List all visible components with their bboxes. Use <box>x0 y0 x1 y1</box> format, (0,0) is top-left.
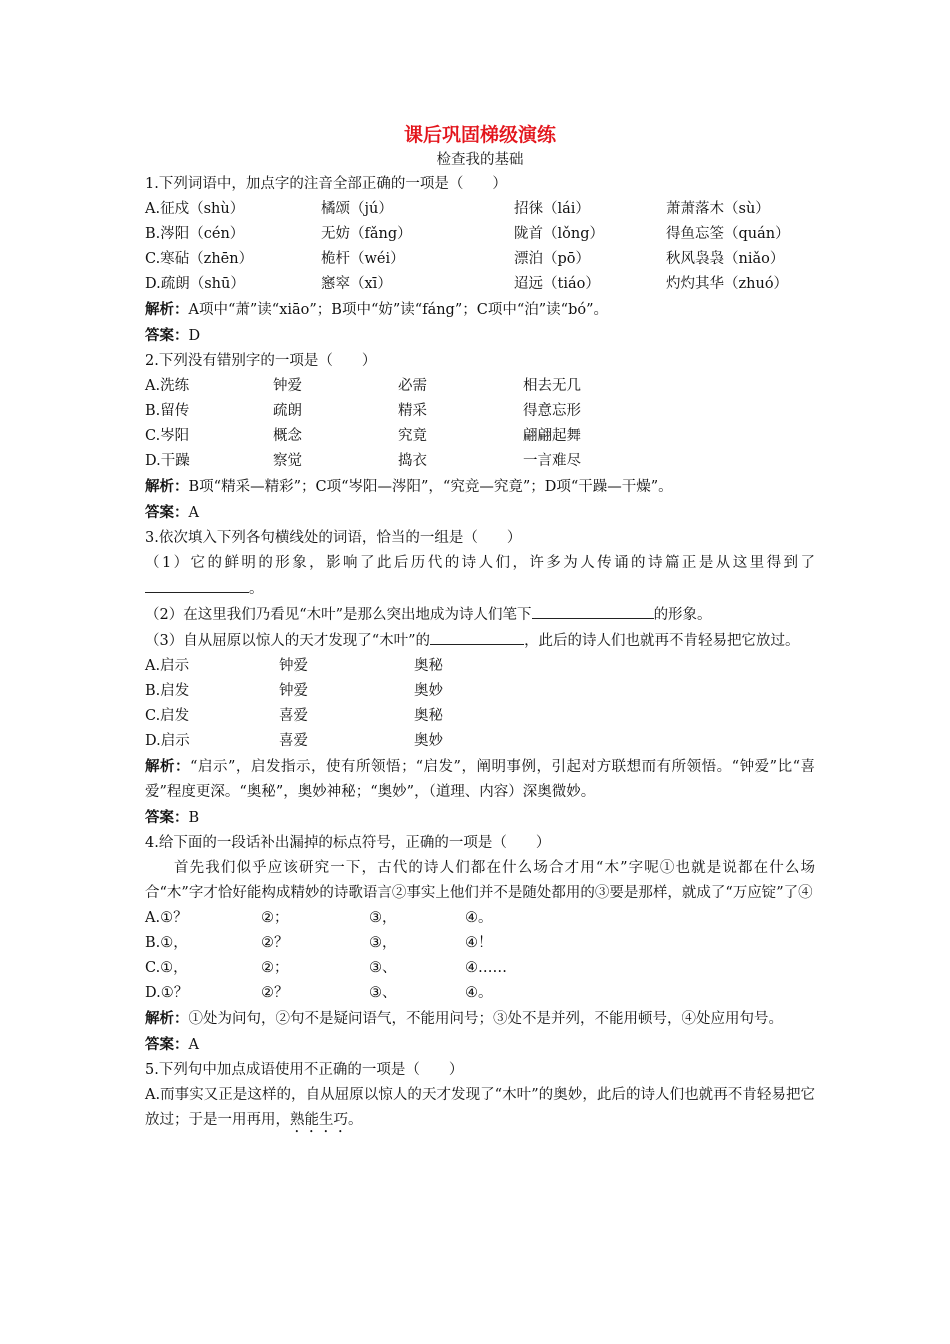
q1-option-a <box>145 197 815 222</box>
option-cell: B.①， <box>145 935 188 951</box>
q3-option-d <box>145 729 815 754</box>
option-cell: 秋风袅袅（niǎo） <box>666 251 785 267</box>
option-cell: 精采 <box>398 403 427 419</box>
option-cell: ③， <box>369 910 397 926</box>
option-cell: A.启示 <box>145 658 190 674</box>
q2-option-c <box>145 424 815 449</box>
option-end: 。 <box>348 1112 363 1128</box>
q2-analysis <box>145 474 815 500</box>
answer-value: B <box>188 810 200 826</box>
option-cell: A.征戍（shù） <box>145 201 245 217</box>
q3-analysis <box>145 754 815 805</box>
option-cell: 喜爱 <box>279 708 308 724</box>
option-cell: 陇首（lǒng） <box>514 226 604 242</box>
option-cell: 奥秘 <box>414 658 443 674</box>
option-cell: 必需 <box>398 378 427 394</box>
q3-option-c <box>145 704 815 729</box>
option-cell: B.涔阳（cén） <box>145 226 245 242</box>
option-cell: 奥妙 <box>414 733 443 749</box>
analysis-text: ①处为问句，②句不是疑问语气，不能用问号；③处不是并列，不能用顿号，④处应用句号。 <box>188 1011 783 1027</box>
answer-value: A <box>188 505 199 521</box>
option-cell: 相去无几 <box>523 378 581 394</box>
q3-option-b <box>145 679 815 704</box>
analysis-label: 解析： <box>145 478 189 495</box>
analysis-label: 解析： <box>145 1010 189 1027</box>
option-cell: D.疏朗（shū） <box>145 276 245 292</box>
analysis-label: 解析： <box>145 758 191 775</box>
answer-value: D <box>188 328 201 344</box>
option-cell: 一言难尽 <box>523 453 581 469</box>
q3-option-a <box>145 654 815 679</box>
option-cell: 招徕（lái） <box>514 201 590 217</box>
option-cell: D.干躁 <box>145 453 190 469</box>
q1-option-d <box>145 272 815 297</box>
analysis-text: “启示”，启发指示，使有所领悟；“启发”，阐明事例，引起对方联想而有所领悟。“钟爱”比“喜爱”程度更深。“奥秘”，奥妙神秘；“奥妙”，（道理、内容）深奥微妙。 <box>145 759 816 800</box>
q2-answer <box>145 500 815 526</box>
answer-blank[interactable] <box>145 576 249 593</box>
answer-blank[interactable] <box>430 628 524 645</box>
option-cell: ③、 <box>369 985 397 1001</box>
option-cell: 察觉 <box>273 453 302 469</box>
option-cell: D.①？ <box>145 985 189 1001</box>
option-cell: ④。 <box>465 985 493 1001</box>
option-cell: B.留传 <box>145 403 190 419</box>
answer-label: 答案： <box>145 1036 189 1053</box>
q4-option-b <box>145 931 815 956</box>
q4-stem: 4.给下面的一段话补出漏掉的标点符号，正确的一项是（ ） <box>145 835 551 851</box>
option-cell: 捣衣 <box>398 453 427 469</box>
sentence-text: （2）在这里我们乃看见“木叶”是那么突出地成为诗人们笔下 <box>145 607 532 623</box>
option-cell: A.洗练 <box>145 378 190 394</box>
sentence-text: ，此后的诗人们也就再不肯轻易把它放过。 <box>524 633 800 649</box>
sentence-text: 的形象。 <box>653 607 712 623</box>
option-cell: 迢远（tiáo） <box>514 276 600 292</box>
q1-option-c <box>145 247 815 272</box>
q1-stem: 1.下列词语中，加点字的注音全部正确的一项是（ ） <box>145 176 507 192</box>
option-cell: 钟爱 <box>279 683 308 699</box>
q3-sentence-1 <box>145 551 815 602</box>
option-cell: 概念 <box>273 428 302 444</box>
option-cell: 灼灼其华（zhuó） <box>666 276 789 292</box>
option-cell: 橘颂（jú） <box>321 201 393 217</box>
option-cell: 漂泊（pō） <box>514 251 591 267</box>
option-cell: 钟爱 <box>279 658 308 674</box>
q4-answer <box>145 1032 815 1058</box>
option-cell: 喜爱 <box>279 733 308 749</box>
sentence-text: （1）它的鲜明的形象，影响了此后历代的诗人们，许多为人传诵的诗篇正是从这里得到了 <box>145 555 815 571</box>
q1-answer <box>145 323 815 349</box>
option-cell: 窸窣（xī） <box>321 276 392 292</box>
q4-option-a <box>145 906 815 931</box>
document-page <box>145 122 815 1136</box>
answer-blank[interactable] <box>532 602 654 619</box>
option-cell: ②； <box>261 910 289 926</box>
option-cell: 奥秘 <box>414 708 443 724</box>
option-cell: 究竟 <box>398 428 427 444</box>
option-cell: B.启发 <box>145 683 190 699</box>
answer-value: A <box>188 1037 199 1053</box>
analysis-text: B项“精采—精彩”；C项“岑阳—涔阳”，“究竞—究竟”；D项“干躁—干燥”。 <box>188 479 673 495</box>
q5-option-a <box>145 1083 815 1136</box>
option-cell: ④。 <box>465 910 493 926</box>
option-cell: ④…… <box>465 960 507 976</box>
answer-label: 答案： <box>145 327 189 344</box>
option-cell: ③， <box>369 935 397 951</box>
q2-option-b <box>145 399 815 424</box>
option-cell: 得鱼忘筌（quán） <box>666 226 790 242</box>
option-cell: 得意忘形 <box>523 403 581 419</box>
option-cell: ②？ <box>261 985 289 1001</box>
option-cell: 疏朗 <box>273 403 302 419</box>
option-text: A.而事实又正是这样的，自从屈原以惊人的天才发现了“木叶”的奥妙，此后的诗人们也就再不肯轻易把它放过；于是一用再用， <box>145 1087 815 1128</box>
option-cell: A.①？ <box>145 910 188 926</box>
option-cell: 奥妙 <box>414 683 443 699</box>
option-cell: D.启示 <box>145 733 190 749</box>
analysis-label: 解析： <box>145 301 189 318</box>
q3-stem: 3.依次填入下列各句横线处的词语，恰当的一组是（ ） <box>145 530 522 546</box>
option-cell: 无妨（fǎng） <box>321 226 412 242</box>
answer-label: 答案： <box>145 809 189 826</box>
q2-option-a <box>145 374 815 399</box>
option-cell: 萧萧落木（sù） <box>666 201 770 217</box>
option-cell: ③、 <box>369 960 397 976</box>
q3-sentence-3 <box>145 628 815 654</box>
option-cell: C.启发 <box>145 708 190 724</box>
option-cell: 桅杆（wéi） <box>321 251 405 267</box>
answer-label: 答案： <box>145 504 189 521</box>
option-cell: 钟爱 <box>273 378 302 394</box>
option-cell: ②； <box>261 960 289 976</box>
option-cell: ④！ <box>465 935 493 951</box>
option-cell: C.岑阳 <box>145 428 190 444</box>
q5-stem: 5.下列句中加点成语使用不正确的一项是（ ） <box>145 1062 464 1078</box>
q2-stem: 2.下列没有错别字的一项是（ ） <box>145 353 377 369</box>
q3-sentence-2 <box>145 602 815 628</box>
sentence-text: （3）自从屈原以惊人的天才发现了“木叶”的 <box>145 633 431 649</box>
q4-option-d <box>145 981 815 1006</box>
q4-passage: 首先我们似乎应该研究一下，古代的诗人们都在什么场合才用“木”字呢①也就是说都在什么场合“木”字才恰好能构成精妙的诗歌语言②事实上他们并不是随处都用的③要是那样，就成了“万应锭”了④ <box>145 860 815 901</box>
option-cell: C.①， <box>145 960 188 976</box>
page-title: 课后巩固梯级演练 <box>403 124 556 146</box>
section-subtitle: 检查我的基础 <box>436 152 524 168</box>
q3-answer <box>145 805 815 831</box>
option-cell: ②？ <box>261 935 289 951</box>
q4-analysis <box>145 1006 815 1032</box>
dotted-idiom: 熟能生巧 <box>290 1112 348 1128</box>
q2-option-d <box>145 449 815 474</box>
analysis-text: A项中“萧”读“xiāo”；B项中“妨”读“fáng”；C项中“泊”读“bó”。 <box>188 302 609 318</box>
q1-analysis <box>145 297 815 323</box>
option-cell: 翩翩起舞 <box>523 428 581 444</box>
sentence-end: 。 <box>249 581 264 597</box>
q1-option-b <box>145 222 815 247</box>
option-cell: C.寒砧（zhēn） <box>145 251 254 267</box>
q4-option-c <box>145 956 815 981</box>
